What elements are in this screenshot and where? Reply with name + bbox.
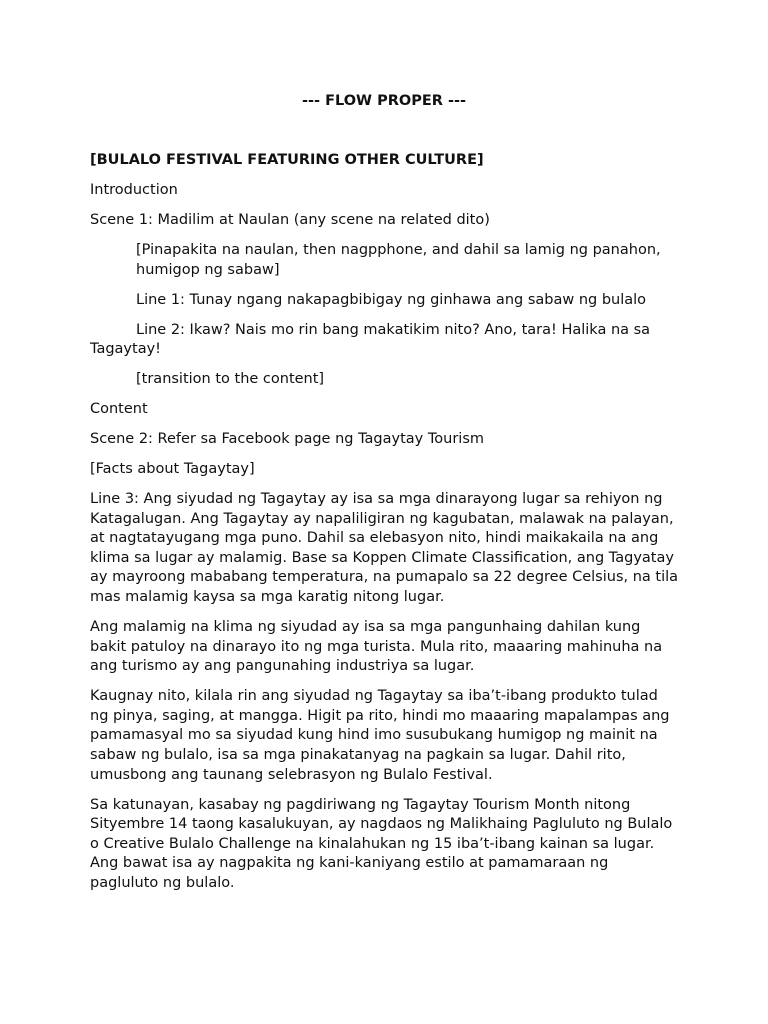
section-heading: [BULALO FESTIVAL FEATURING OTHER CULTURE] bbox=[90, 152, 484, 168]
line-3-paragraph: Line 3: Ang siyudad ng Tagaytay ay isa sa mga dinarayong lugar sa rehiyon ng Katagalugan. Ang Tagaytay ay napaliligiran ng kagubatan, malawak na palayan, at nagtatayugang mga puno. Dahil sa elebasyon nito, hindi maikakaila na ang klima sa lugar ay malamig. Base sa Koppen Climate Classification, ang Tagyatay ay mayroong mababang temperatura, na pumapalo sa 22 degree Celsius, na tila mas malamig kaysa sa mga karatig nitong lugar. bbox=[90, 491, 679, 605]
document-title: --- FLOW PROPER --- bbox=[301, 93, 467, 109]
content-label: Content bbox=[90, 401, 148, 418]
climate-paragraph: Ang malamig na klima ng siyudad ay isa sa mga pangunhaing dahilan kung bakit patuloy na dinarayo ito ng mga turista. Mula rito, maaaring mahinuha na ang turismo ay ang pangunahing industriya sa lugar. bbox=[90, 618, 663, 675]
products-paragraph: Kaugnay nito, kilala rin ang siyudad ng Tagaytay sa iba’t-ibang produkto tulad ng pinya, saging, at mangga. Higit pa rito, hindi mo maaaring mapalampas ang pamamasyal mo sa siyudad kung hind imo susubukang humigop ng mainit na sabaw ng bulalo, isa sa mga pinakatanyag na pagkain sa lugar. Dahil rito, umusbong ang taunang selebrasyon ng Bulalo Festival. bbox=[90, 688, 670, 783]
transition-note: [transition to the content] bbox=[136, 371, 325, 388]
tourism-month-paragraph: Sa katunayan, kasabay ng pagdiriwang ng Tagaytay Tourism Month nitong Sityembre 14 taong kasalukuyan, ay nagdaos ng Malikhaing Pagluluto ng Bulalo o Creative Bulalo Challenge na kinalahukan ng 15 iba’t-ibang kainan sa lugar. Ang bawat isa ay nagpakita ng kani-kaniyang estilo at pamamaraan ng pagluluto ng bulalo. bbox=[90, 796, 673, 891]
document-body bbox=[90, 151, 680, 904]
scene-2-text: Scene 2: Refer sa Facebook page ng Tagaytay Tourism bbox=[90, 431, 484, 448]
line-1-text: Line 1: Tunay ngang nakapagbibigay ng ginhawa ang sabaw ng bulalo bbox=[136, 291, 647, 308]
facts-label: [Facts about Tagaytay] bbox=[90, 461, 255, 478]
line-2-text: Line 2: Ikaw? Nais mo rin bang makatikim nito? Ano, tara! Halika na sa Tagaytay! bbox=[90, 321, 651, 358]
scene-1-text: Scene 1: Madilim at Naulan (any scene na related dito) bbox=[90, 211, 490, 228]
introduction-label: Introduction bbox=[90, 181, 178, 198]
scene-1-note: [Pinapakita na naulan, then nagpphone, and dahil sa lamig ng panahon, humigop ng sabaw] bbox=[136, 241, 661, 278]
